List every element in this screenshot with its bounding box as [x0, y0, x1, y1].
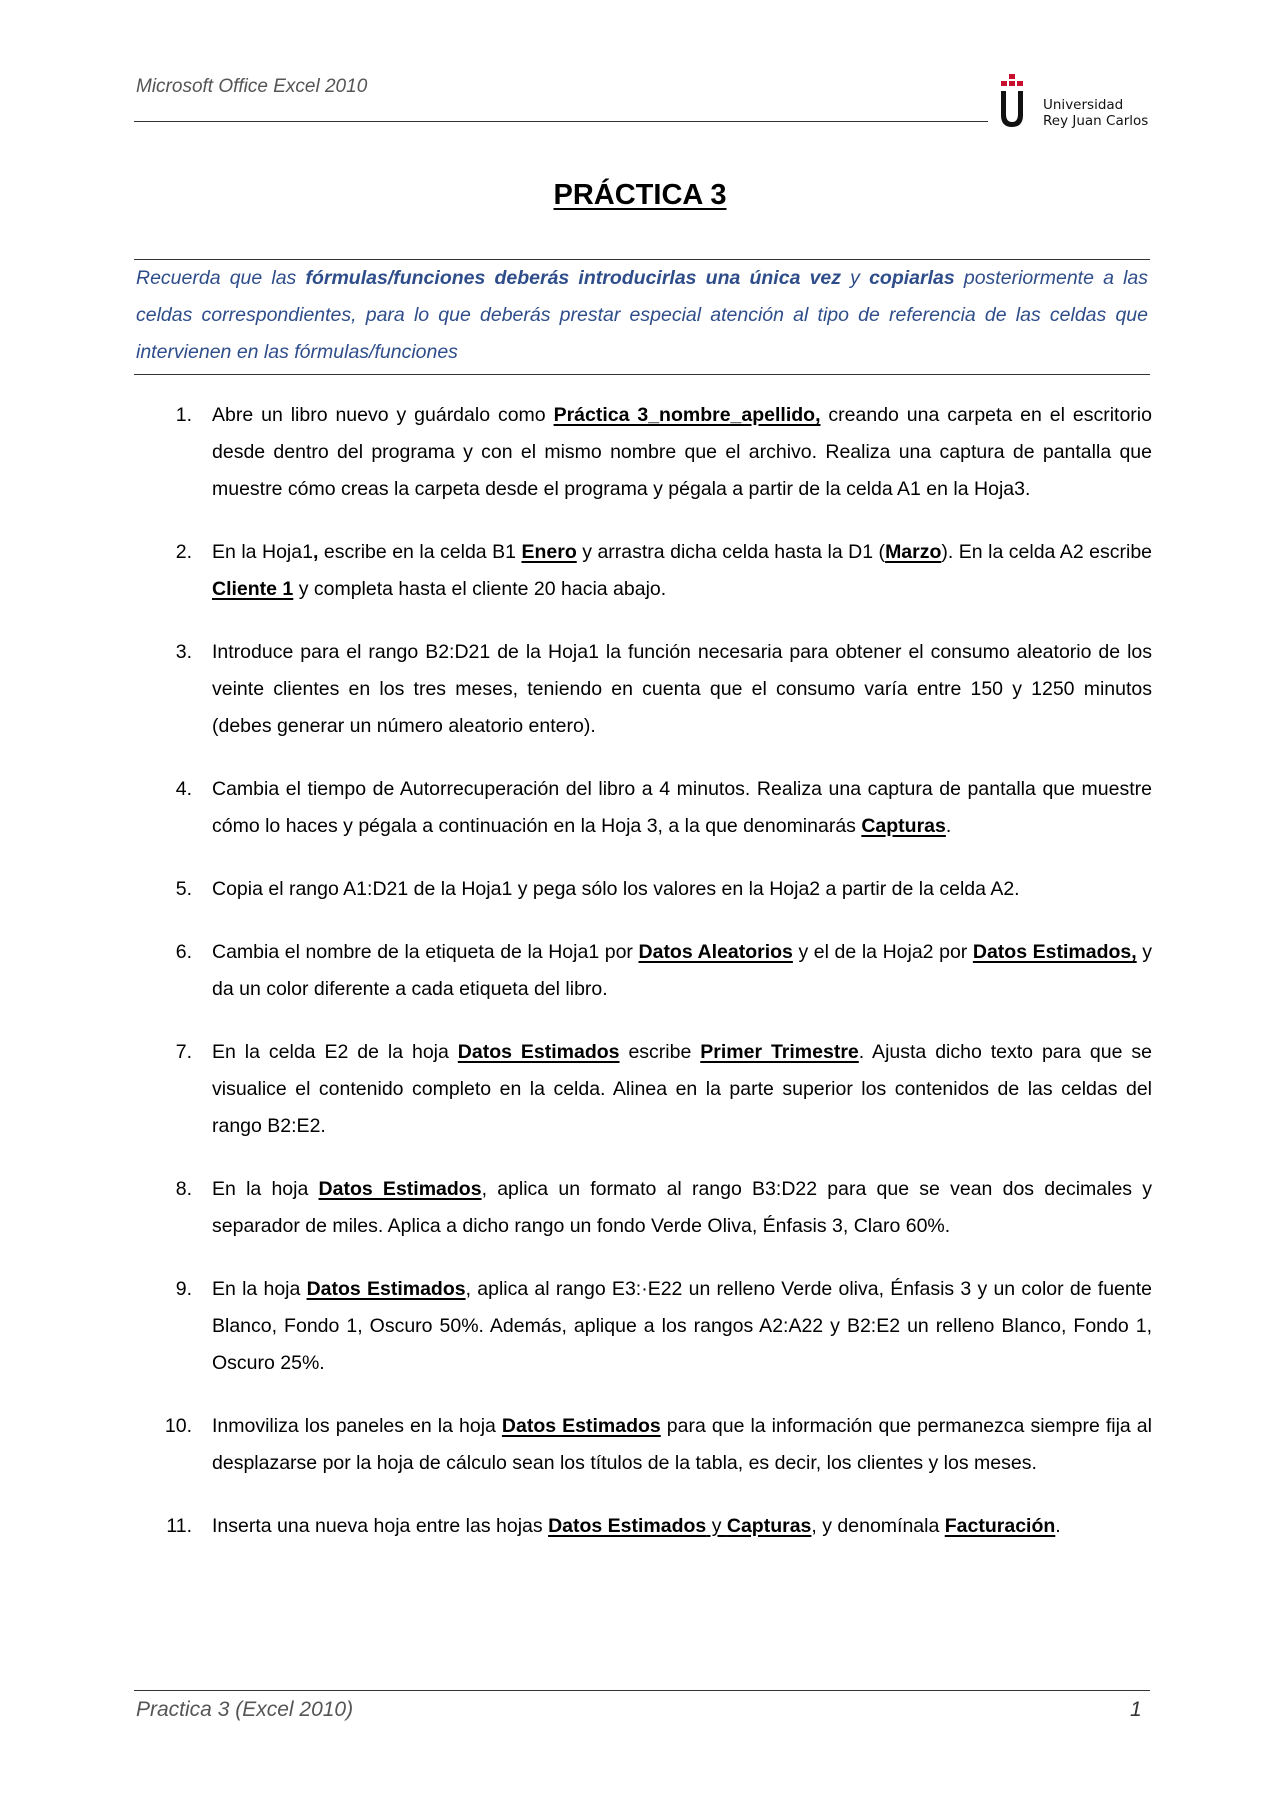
item-emphasis: Datos Estimados	[548, 1515, 707, 1537]
header-title: Microsoft Office Excel 2010	[136, 76, 368, 97]
list-item	[136, 397, 1152, 508]
item-emphasis: Marzo	[885, 541, 942, 563]
list-item	[136, 1508, 1152, 1545]
list-item	[136, 1271, 1152, 1382]
footer-rule	[134, 1690, 1150, 1691]
list-item	[136, 771, 1152, 845]
item-text: y el de la Hoja2 por	[792, 941, 973, 963]
item-text: En la hoja	[212, 1178, 319, 1200]
item-underlined: y	[706, 1515, 727, 1537]
item-emphasis: Capturas	[726, 1515, 812, 1537]
list-item	[136, 1171, 1152, 1245]
item-text: Cambia el nombre de la etiqueta de la Hoja1 por	[212, 941, 639, 963]
item-emphasis: Facturación	[944, 1515, 1056, 1537]
note-bold-1: fórmulas/funciones deberás introducirlas una única vez	[305, 267, 842, 289]
exercise-list	[136, 397, 1152, 1571]
item-bold: ,	[312, 541, 319, 563]
item-text: Inserta una nueva hoja entre las hojas	[212, 1515, 549, 1537]
item-number: 1.	[175, 404, 192, 426]
item-text: Copia el rango A1:D21 de la Hoja1 y pega sólo los valores en la Hoja2 a partir de la celda A2.	[212, 878, 1020, 900]
item-text: Inmoviliza los paneles en la hoja	[212, 1415, 502, 1437]
item-text: En la Hoja1	[212, 541, 313, 563]
item-emphasis: Cliente 1	[212, 578, 294, 600]
item-emphasis: Datos Estimados	[457, 1041, 620, 1063]
item-text: , aplica un formato al rango B3:D22 para que se vean dos decimales y separador de miles. Aplica a dicho rango un fondo Verde Oliva, Énfasis 3, Claro 60%.	[212, 1178, 1153, 1237]
item-emphasis: Enero	[521, 541, 577, 563]
note-text-1: Recuerda que las	[136, 267, 306, 289]
item-number: 3.	[175, 641, 192, 663]
page-number: 1	[1130, 1698, 1142, 1721]
u-letter-icon	[1001, 91, 1023, 127]
list-item	[136, 934, 1152, 1008]
item-text: . Ajusta dicho texto para que se visualice el contenido completo en la celda. Alinea en la parte superior los contenidos de las celdas del rango B2:E2.	[212, 1041, 1152, 1137]
item-text: escribe	[619, 1041, 701, 1063]
item-text: .	[1055, 1515, 1061, 1537]
item-number: 10.	[164, 1415, 192, 1437]
list-item	[136, 534, 1152, 608]
item-number: 5.	[175, 878, 192, 900]
logo-text	[1043, 97, 1148, 129]
note-bottom-rule	[134, 374, 1150, 375]
item-emphasis: Capturas	[861, 815, 946, 837]
item-number: 6.	[175, 941, 192, 963]
header-rule	[134, 121, 988, 122]
item-number: 7.	[175, 1041, 192, 1063]
list-item	[136, 1034, 1152, 1145]
item-number: 8.	[175, 1178, 192, 1200]
item-text: creando una carpeta en el escritorio desde dentro del programa y con el mismo nombre que el archivo. Realiza una captura de pantalla que muestre cómo creas la carpeta desde el programa y pégala a partir de la celda A1 en la Hoja3.	[212, 404, 1152, 500]
crown-icon	[1001, 74, 1023, 86]
page-title: PRÁCTICA 3	[553, 179, 727, 211]
item-emphasis: Datos Estimados	[501, 1415, 661, 1437]
item-text: ). En la celda A2 escribe	[941, 541, 1153, 563]
item-number: 11.	[166, 1515, 192, 1537]
list-item	[136, 1408, 1152, 1482]
item-text: En la celda E2 de la hoja	[212, 1041, 458, 1063]
note-text-3: posteriormente a las celdas correspondientes, para lo que deberás prestar especial atención al tipo de referencia de las celdas que intervienen en las fórmulas/funciones	[136, 267, 1149, 363]
item-text: Introduce para el rango B2:D21 de la Hoja1 la función necesaria para obtener el consumo aleatorio de los veinte clientes en los tres meses, teniendo en cuenta que el consumo varía entre 150 y 1250 minutos (debes generar un número aleatorio entero).	[212, 641, 1152, 737]
item-text: y completa hasta el cliente 20 hacia abajo.	[293, 578, 667, 600]
item-number: 2.	[175, 541, 192, 563]
list-item	[136, 634, 1152, 745]
item-emphasis: Práctica 3_nombre_apellido,	[553, 404, 821, 426]
item-emphasis: Datos Estimados,	[972, 941, 1137, 963]
item-number: 9.	[175, 1278, 192, 1300]
item-emphasis: Datos Estimados	[306, 1278, 466, 1300]
note-bold-2: copiarlas	[869, 267, 955, 289]
logo-line-2: Rey Juan Carlos	[1043, 113, 1149, 129]
item-text: Cambia el tiempo de Autorrecuperación del libro a 4 minutos. Realiza una captura de pantalla que muestre cómo lo haces y pégala a continuación en la Hoja 3, a la que denominarás	[212, 778, 1152, 837]
item-emphasis: Datos Estimados	[318, 1178, 482, 1200]
item-text: En la hoja	[212, 1278, 307, 1300]
item-text: para que la información que permanezca siempre fija al desplazarse por la hoja de cálculo sean los títulos de la tabla, es decir, los clientes y los meses.	[212, 1415, 1152, 1474]
item-emphasis: Primer Trimestre	[700, 1041, 859, 1063]
item-text: y da un color diferente a cada etiqueta del libro.	[212, 941, 1152, 1000]
item-text: Abre un libro nuevo y guárdalo como	[212, 404, 554, 426]
instructions-note	[136, 260, 1148, 371]
note-text-2: y	[841, 267, 870, 289]
footer-title: Practica 3 (Excel 2010)	[136, 1698, 354, 1721]
item-emphasis: Datos Aleatorios	[638, 941, 793, 963]
item-text: , aplica al rango E3:·E22 un relleno Verde oliva, Énfasis 3 y un color de fuente Blanco, Fondo 1, Oscuro 50%. Además, aplique a los rangos A2:A22 y B2:E2 un relleno Blanco, Fondo 1, Oscuro 25%.	[212, 1278, 1152, 1374]
item-text: y arrastra dicha celda hasta la D1 (	[576, 541, 886, 563]
item-text: .	[945, 815, 952, 837]
list-item	[136, 871, 1152, 908]
item-number: 4.	[175, 778, 192, 800]
item-text: , y denomínala	[811, 1515, 945, 1537]
logo-line-1: Universidad	[1043, 97, 1124, 113]
item-text: escribe en la celda B1	[318, 541, 522, 563]
